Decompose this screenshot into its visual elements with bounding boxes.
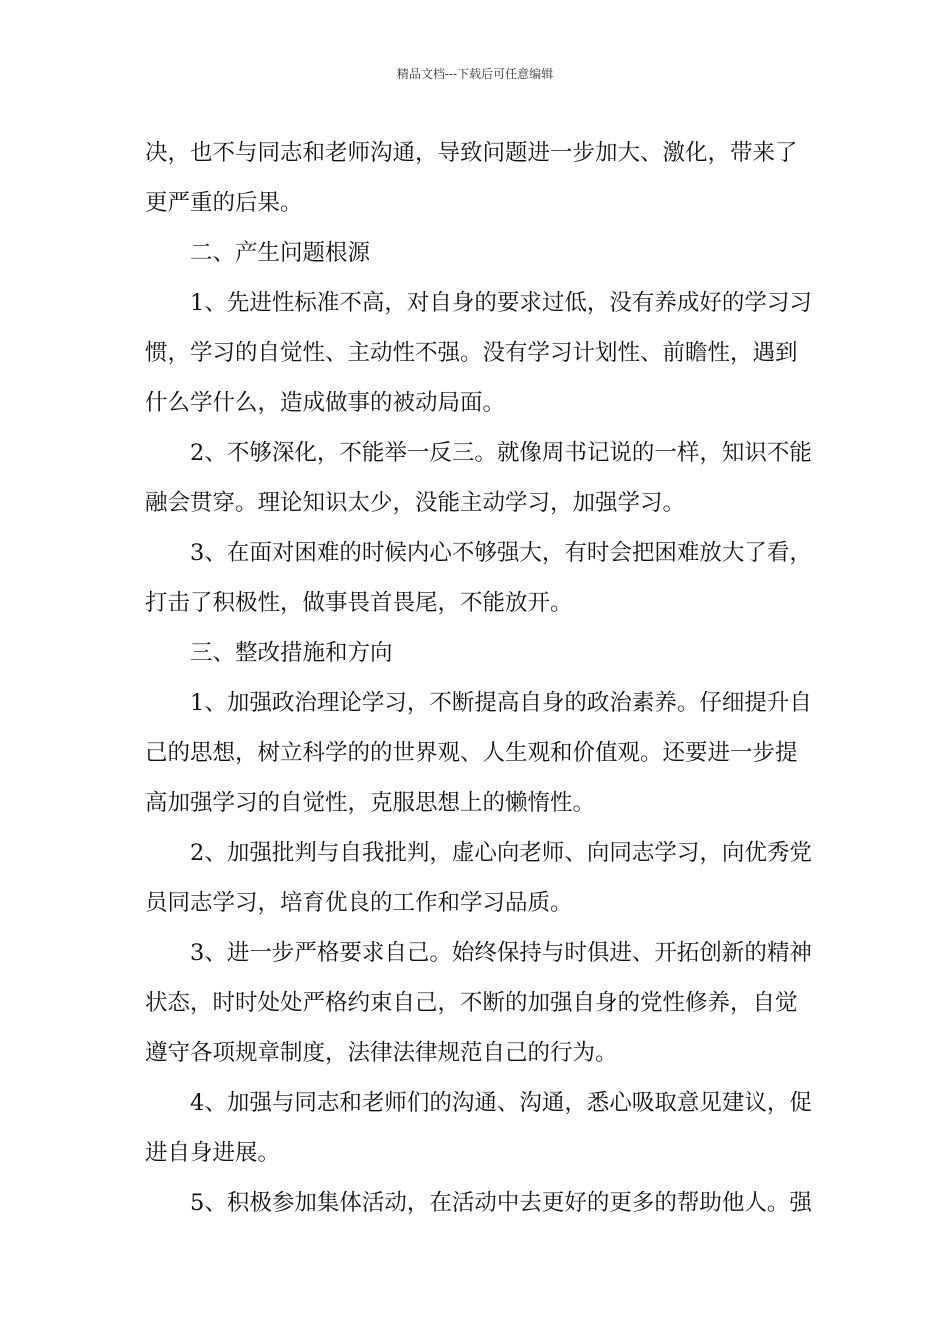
text-line-13: 己的思想，树立科学的的世界观、人生观和价值观。还要进一步提 [145,740,798,766]
document-body [145,128,812,1228]
text-line-5: 惯，学习的自觉性、主动性不强。没有学习计划性、前瞻性，遇到 [145,340,798,366]
text-line-2: 更严重的后果。 [145,190,303,216]
text-line-12: 1、加强政治理论学习，不断提高自身的政治素养。仔细提升自 [190,690,812,716]
text-line-4: 1、先进性标准不高，对自身的要求过低，没有养成好的学习习 [190,290,812,316]
text-line-1: 决，也不与同志和老师沟通，导致问题进一步加大、激化，带来了 [145,140,798,166]
text-line-15: 2、加强批判与自我批判，虚心向老师、向同志学习，向优秀党 [190,840,812,866]
section-heading-2: 二、产生问题根源 [190,240,371,266]
text-line-22: 5、积极参加集体活动，在活动中去更好的更多的帮助他人。强 [190,1190,812,1216]
text-line-17: 3、进一步严格要求自己。始终保持与时俱进、开拓创新的精神 [190,940,812,966]
text-line-21: 进自身进展。 [145,1140,281,1166]
text-line-8: 融会贯穿。理论知识太少，没能主动学习，加强学习。 [145,490,686,516]
text-line-9: 3、在面对困难的时候内心不够强大，有时会把困难放大了看， [190,540,812,566]
text-line-16: 员同志学习，培育优良的工作和学习品质。 [145,890,573,916]
text-line-18: 状态，时时处处严格约束自己，不断的加强自身的党性修养，自觉 [145,990,798,1016]
text-line-14: 高加强学习的自觉性，克服思想上的懒惰性。 [145,790,596,816]
text-line-10: 打击了积极性，做事畏首畏尾，不能放开。 [145,590,573,616]
text-line-6: 什么学什么，造成做事的被动局面。 [145,390,506,416]
section-heading-3: 三、整改措施和方向 [190,640,393,666]
text-line-19: 遵守各项规章制度，法律法律规范自己的行为。 [145,1040,618,1066]
text-line-7: 2、不够深化，不能举一反三。就像周书记说的一样，知识不能 [190,440,812,466]
page-header: 精品文档---下载后可任意编辑 [396,67,554,81]
text-line-20: 4、加强与同志和老师们的沟通、沟通，悉心吸取意见建议，促 [190,1090,812,1116]
